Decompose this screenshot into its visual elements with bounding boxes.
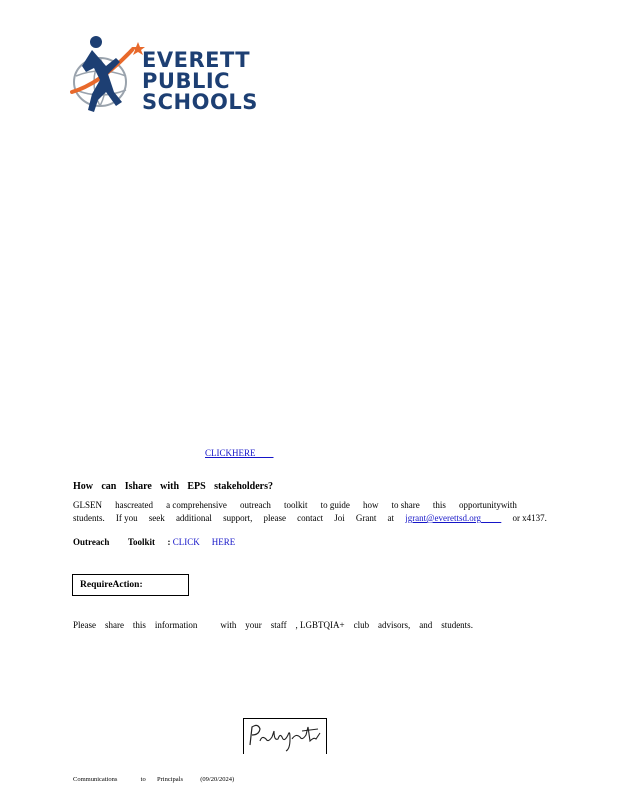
body-word: a comprehensive bbox=[166, 500, 227, 510]
share-word: this bbox=[132, 620, 146, 630]
body-word: please bbox=[263, 513, 286, 523]
body-word: to guide bbox=[320, 500, 350, 510]
heading-word: can bbox=[101, 481, 117, 492]
heading-word: Ishare bbox=[124, 481, 152, 492]
toolkit-click-here-link[interactable]: CLICK HERE bbox=[172, 537, 236, 547]
body-word: to share bbox=[391, 500, 420, 510]
toolkit-line bbox=[73, 537, 235, 548]
body-word: outreach bbox=[239, 500, 271, 510]
share-heading bbox=[73, 481, 273, 492]
body-word: If you bbox=[115, 513, 138, 523]
share-word: Please bbox=[73, 620, 96, 630]
share-word: club bbox=[353, 620, 370, 630]
share-word: with bbox=[220, 620, 237, 630]
heading-word: How bbox=[73, 481, 93, 492]
share-word: staff bbox=[270, 620, 287, 630]
body-word: at bbox=[387, 513, 395, 523]
share-word: advisors, bbox=[378, 620, 411, 630]
share-instructions bbox=[73, 620, 473, 631]
logo-wordmark bbox=[142, 50, 258, 113]
body-word: students. bbox=[73, 513, 105, 523]
share-word: , LGBTQIA+ bbox=[295, 620, 345, 630]
share-word: your bbox=[245, 620, 262, 630]
share-word: share bbox=[104, 620, 124, 630]
body-word: hascreated bbox=[115, 500, 154, 510]
logo-line-1: EVERETT bbox=[142, 48, 251, 72]
body-line-1 bbox=[73, 500, 517, 511]
signature-icon bbox=[244, 719, 326, 753]
footer-text: Communications bbox=[73, 776, 118, 783]
heading-word: EPS bbox=[187, 481, 206, 492]
email-link[interactable]: jgrant@everettsd.org bbox=[405, 513, 482, 523]
body-word: opportunitywith bbox=[458, 500, 517, 510]
toolkit-label-2: Toolkit bbox=[127, 537, 156, 547]
signature-box bbox=[243, 718, 327, 754]
eps-logo bbox=[70, 36, 258, 114]
body-word: contact bbox=[297, 513, 324, 523]
body-word: Joi bbox=[334, 513, 345, 523]
click-here-text[interactable]: CLICKHERE bbox=[205, 448, 256, 458]
body-word: support, bbox=[223, 513, 253, 523]
share-word: and bbox=[419, 620, 433, 630]
required-action-box bbox=[72, 574, 189, 596]
footer-text: Principals bbox=[156, 776, 183, 783]
toolkit-colon: : bbox=[167, 537, 171, 547]
body-word: seek bbox=[148, 513, 165, 523]
logo-line-2: PUBLIC bbox=[142, 69, 231, 93]
footer-text: to bbox=[140, 776, 146, 783]
logo-line-3: SCHOOLS bbox=[142, 90, 258, 114]
share-word: information bbox=[154, 620, 198, 630]
footer-date: (09/20/2024) bbox=[200, 776, 235, 783]
heading-word: with bbox=[160, 481, 180, 492]
body-word: or x4137. bbox=[512, 513, 547, 523]
eps-runner-globe-icon bbox=[70, 36, 145, 114]
heading-word: stakeholders? bbox=[214, 481, 273, 492]
required-action-label: RequireAction: bbox=[80, 580, 143, 590]
footer bbox=[73, 776, 234, 784]
click-here-link-top[interactable] bbox=[205, 448, 274, 459]
body-word: how bbox=[362, 500, 379, 510]
body-word: additional bbox=[175, 513, 212, 523]
body-line-2 bbox=[73, 513, 547, 524]
body-word: toolkit bbox=[284, 500, 308, 510]
share-word: students. bbox=[441, 620, 473, 630]
body-word: this bbox=[432, 500, 446, 510]
toolkit-label: Outreach bbox=[73, 537, 110, 547]
body-word: Grant bbox=[355, 513, 377, 523]
body-word: GLSEN bbox=[73, 500, 102, 510]
